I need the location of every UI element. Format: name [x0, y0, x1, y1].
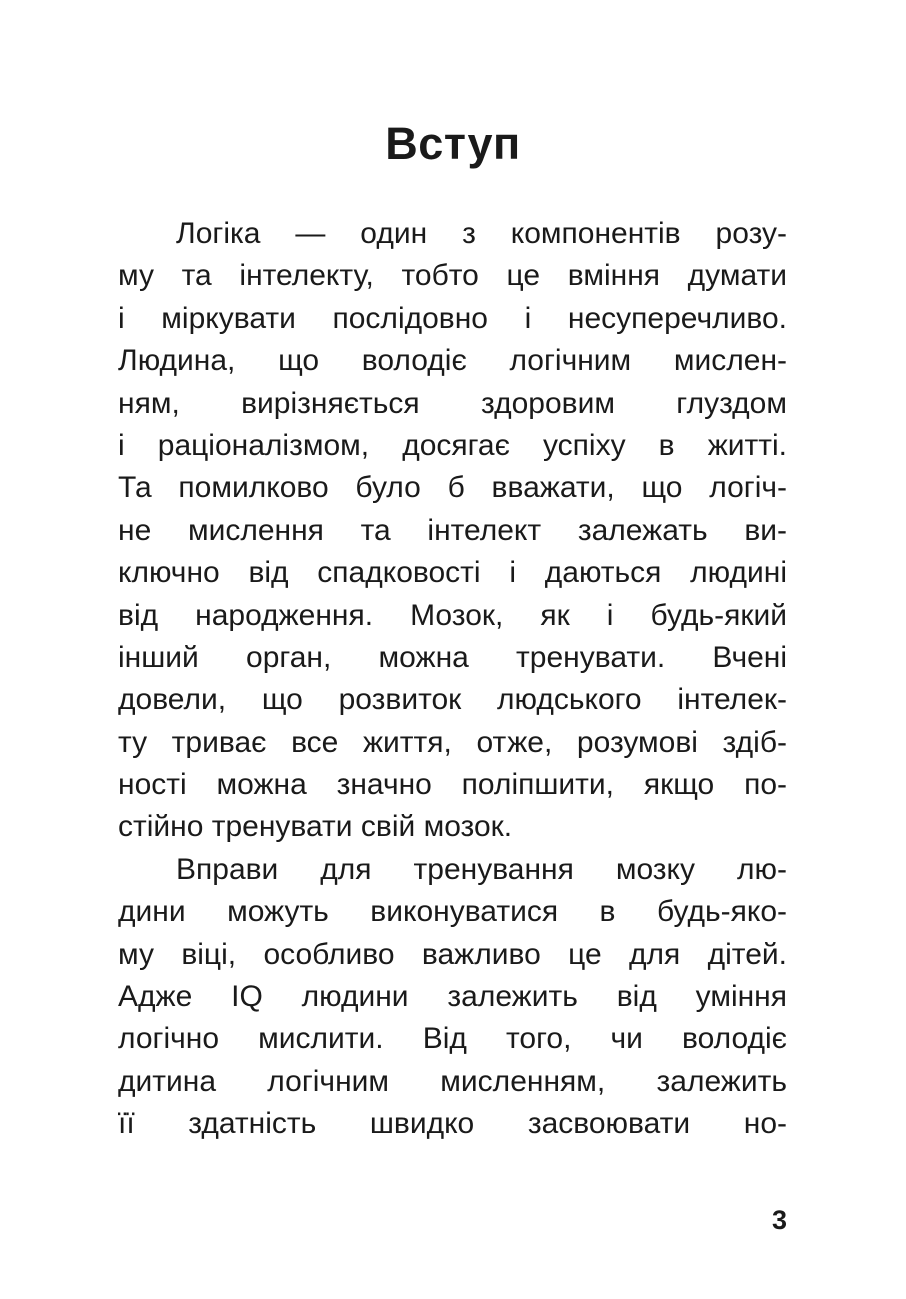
text-line: му та інтелекту, тобто це вміння думати	[118, 259, 787, 293]
body-text	[118, 213, 787, 1146]
text-line: ту триває все життя, отже, розумові здіб-	[118, 725, 787, 759]
text-line: і міркувати послідовно і несуперечливо.	[118, 301, 787, 335]
text-line: дитина логічним мисленням, залежить	[118, 1064, 787, 1098]
text-line: Логіка — один з компонентів розу-	[176, 217, 787, 250]
text-line: Людина, що володіє логічним мислен-	[118, 344, 787, 378]
text-line: її здатність швидко засвоювати но-	[118, 1107, 787, 1141]
text-line: ням, вирізняється здоровим глуздом	[118, 386, 787, 420]
text-line: і раціоналізмом, досягає успіху в житті.	[118, 428, 787, 462]
text-line: дини можуть виконуватися в будь-яко-	[118, 895, 787, 929]
text-line: не мислення та інтелект залежать ви-	[118, 513, 787, 547]
text-line: від народження. Мозок, як і будь-який	[118, 598, 787, 632]
text-line: Вправи для тренування мозку лю-	[176, 852, 787, 886]
text-line: Адже IQ людини залежить від уміння	[118, 980, 787, 1014]
text-line: ключно від спадковості і даються людині	[118, 556, 787, 590]
text-line: стійно тренувати свій мозок.	[118, 810, 513, 844]
text-line: Та помилково було б вважати, що логіч-	[118, 471, 787, 505]
text-line: ності можна значно поліпшити, якщо по-	[118, 768, 787, 802]
text-line: довели, що розвиток людського інтелек-	[118, 683, 787, 717]
text-line: му віці, особливо важливо це для дітей.	[118, 937, 787, 971]
page-number: 3	[771, 1205, 787, 1235]
text-line: логічно мислити. Від того, чи володіє	[118, 1022, 787, 1056]
page-title: Вступ	[385, 118, 521, 169]
text-line: інший орган, можна тренувати. Вчені	[118, 640, 787, 674]
